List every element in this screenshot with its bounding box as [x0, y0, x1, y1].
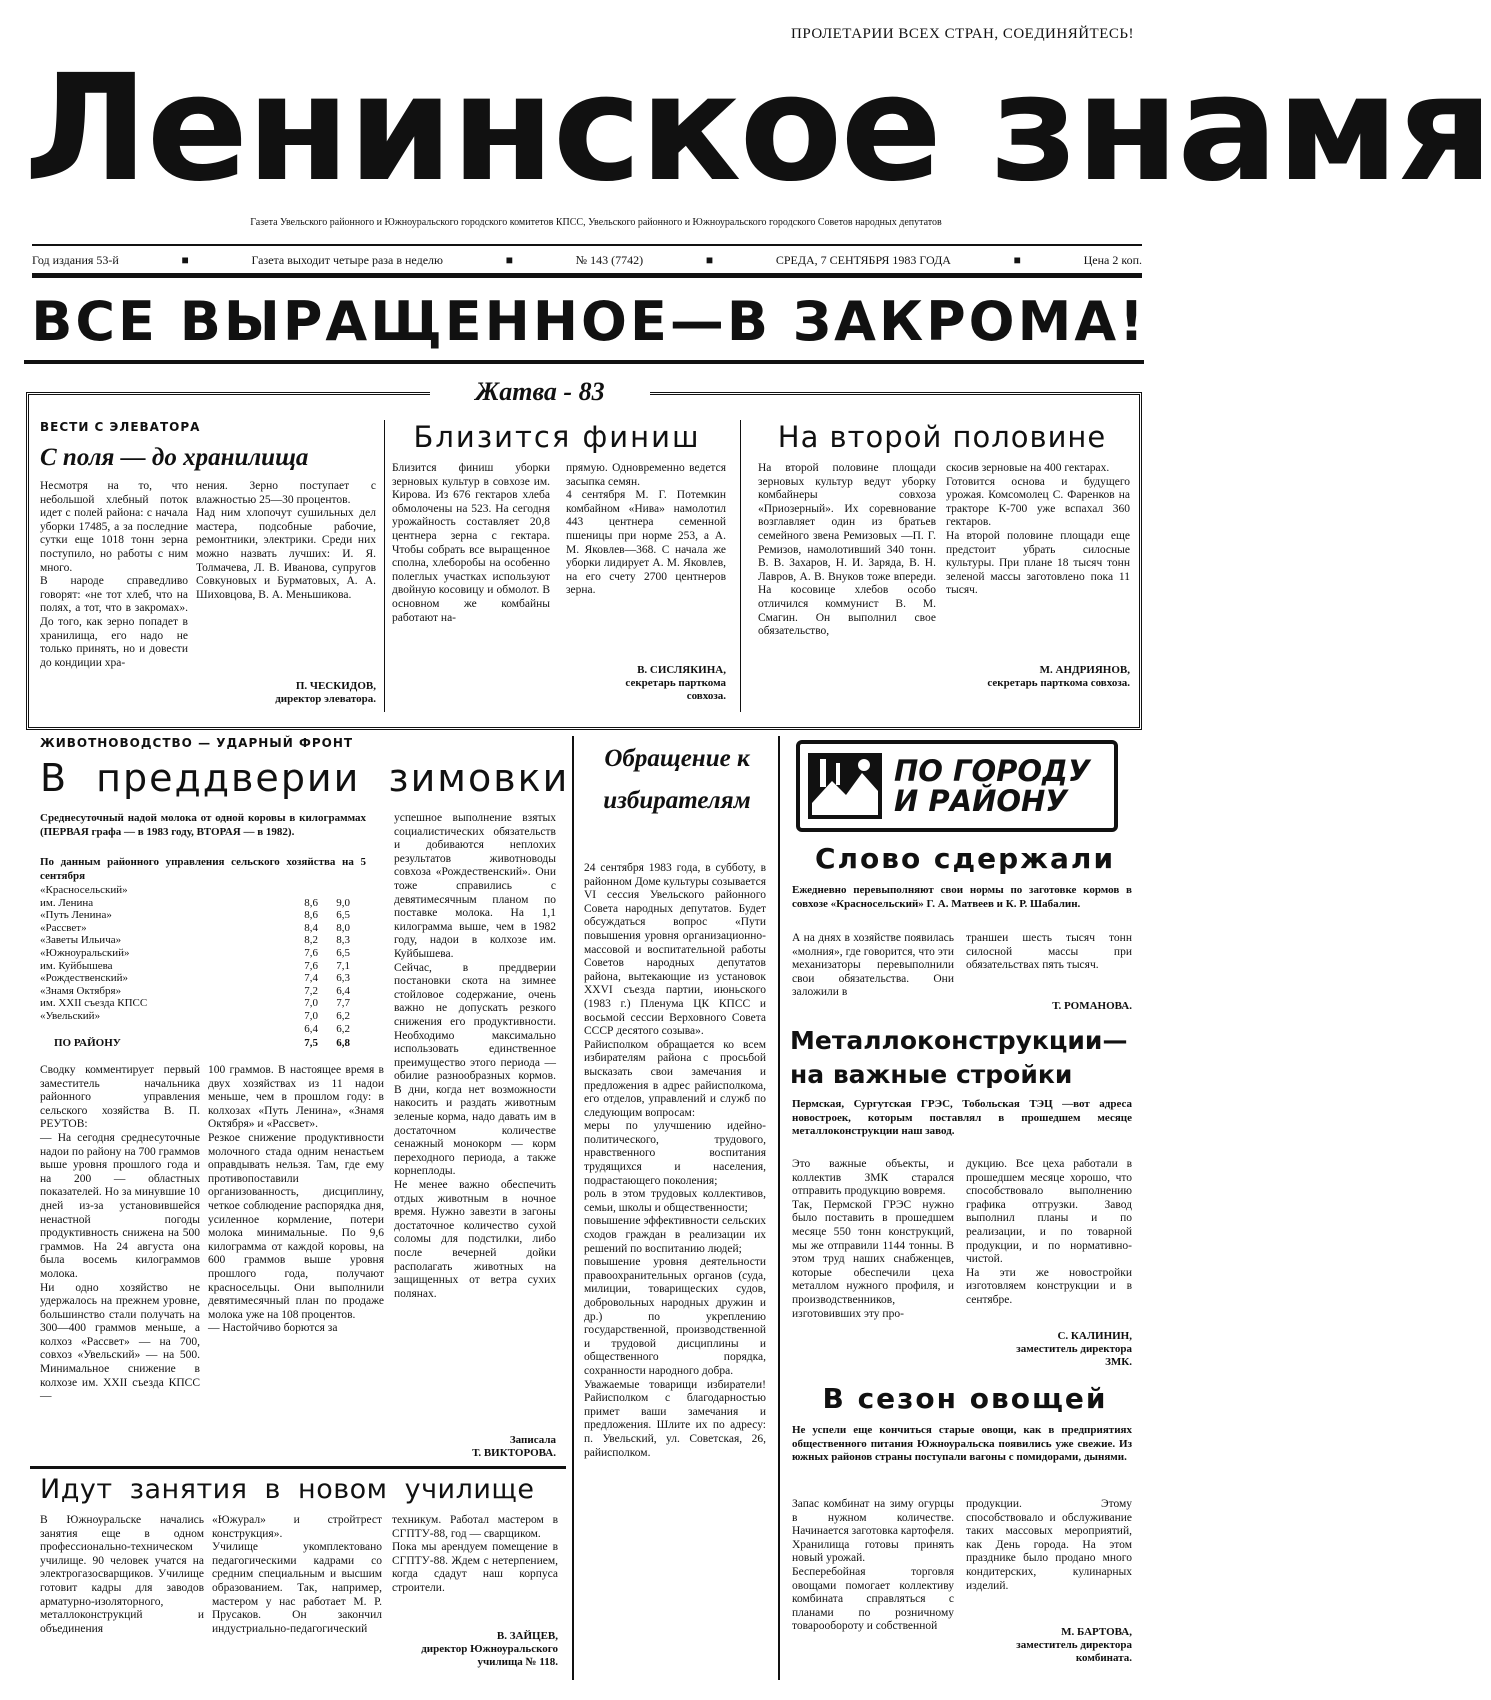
vegetables-lead: Не успели еще кончиться старые овощи, как в предприятиях общественного питания Южноуральска появились уже свежие. Из южных районов страны поступали вагоны с помидорами, дынями.: [792, 1424, 1132, 1464]
main-headline: ВСЕ ВЫРАЩЕННОЕ—В ЗАКРОМА!: [31, 290, 1147, 353]
vegetables-col1: Запас комбинат на зиму огурцы в нужном количестве. Начинается заготовка картофеля. Хранилища готовы принять новый урожай. Бесперебойная торговля овощами помогает коллективу комбината справляться с планами по розничному товарообороту и собственной: [792, 1498, 955, 1633]
kept-word-col2: траншеи шесть тысяч тонн силосной массы при обязательствах пять тысяч.: [966, 932, 1132, 972]
table-row: «Южноуральский» 7,6 6,5: [40, 946, 350, 959]
metal-lead: Пермская, Сургутская ГРЭС, Тобольская ТЭЦ —вот адреса новостроек, которым поставлял в прошедшем месяце металлоконструкции наш завод.: [792, 1098, 1132, 1138]
issue-date: СРЕДА, 7 СЕНТЯБРЯ 1983 ГОДА: [775, 253, 951, 267]
signature-livestock: Записала Т. ВИКТОРОВА.: [472, 1434, 556, 1459]
vegetables-col2: продукции. Этому способствовало и обслуживание таких массовых мероприятий, как День города. На этом празднике было продано много кондитерских, кулинарных изделий.: [966, 1498, 1132, 1592]
kept-word-lead: Ежедневно перевыполняют свои нормы по заготовке кормов в совхозе «Красносельский» Г. А. Матвеев и К. Р. Шабалин.: [792, 884, 1132, 910]
signature-vegetables: М. БАРТОВА, заместитель директора комбината.: [1016, 1626, 1132, 1664]
article-title-second-half: На второй половине: [777, 420, 1107, 454]
newspaper-title: Ленинское знамя: [24, 43, 1491, 215]
signature-second-half: М. АНДРИЯНОВ, секретарь парткома совхоза.: [987, 664, 1130, 689]
issue-number: № 143 (7742): [575, 253, 644, 267]
table-row: «Путь Ленина» 8,6 6,5: [40, 909, 350, 922]
article-finish-col2: прямую. Одновременно ведется засыпка семян. 4 сентября М. Г. Потемкин комбайном «Нива» намолотил 443 центнера семенной пшеницы при норме 253, а А. М. Яковлев—368. С начала же уборки лидирует А. М. Яковлев, на его счету 2700 центнеров зерна.: [566, 462, 726, 597]
livestock-col2: 100 граммов. В настоящее время в двух хозяйствах из 11 надои меньше, чем в прошлом году: в колхозах «Путь Ленина», «Знамя Октября» и «Рассвет». Резкое снижение продуктивности молочного стада одним ненастьем оправдывать нельзя. Там, где ему противопоставили организованность, дисциплину, четкое соблюдение распорядка дня, усиленное кормление, потери молока минимальные. По 9,6 килограмма от каждой коровы, на 600 граммов выше уровня прошлого года, получают красносельцы. Они выполнили девятимесячный план по продаже молока уже на 108 процентов. — Настойчиво борются за: [208, 1064, 384, 1335]
bullet-icon: ■: [505, 253, 513, 267]
masthead-rule: [32, 244, 1142, 246]
table-row: «Красносельский»: [40, 884, 128, 896]
publication-frequency: Газета выходит четыре раза в неделю: [251, 253, 443, 267]
rubric-livestock: ЖИВОТНОВОДСТВО — УДАРНЫЙ ФРОНТ: [40, 736, 354, 750]
table-row: «Увельский» 7,0 6,2: [40, 1009, 350, 1022]
signature-metal: С. КАЛИНИН, заместитель директора ЗМК.: [1016, 1330, 1132, 1368]
article-title-elevator: С поля — до хранилища: [40, 444, 309, 471]
milk-yield-table: [40, 884, 350, 1050]
issue-info-bar: [32, 253, 1142, 268]
landscape-icon: [806, 751, 884, 821]
livestock-lead: Среднесуточный надой молока от одной коровы в килограммах (ПЕРВАЯ графа — в 1983 году, ВТОРАЯ — в 1982).: [40, 812, 366, 838]
column-rule: [778, 736, 780, 1680]
bullet-icon: ■: [181, 253, 189, 267]
article-second-half-col1: На второй половине площади зерновых культур ведут уборку комбайнеры совхоза «Приозерный». Их соревнование возглавляет один из братьев семейного звена Ремизовых —П. Г. Ремизов, намолотивший 340 тонн. В. В. Захаров, Н. И. Заряда, В. Н. Лавров, А. В. Внуков тоже впереди. На косовице хлебов особо отличился коммунист В. М. Смагин. Он выполнил свое обязательство,: [758, 462, 936, 638]
article-finish-col1: Близится финиш уборки зерновых культур в совхозе им. Кирова. Из 676 гектаров хлеба обмолочены на 523. На сегодня урожайность составляет 20,8 центнера зерна с гектара. Чтобы собрать все выращенное сполна, хлеборобы на особенно полеглых участках используют двойную косовицу и обмолот. В основном же комбайны работают на-: [392, 462, 550, 624]
school-col3: техникум. Работал мастером в СГПТУ-88, год — сварщиком. Пока мы арендуем помещение в СГПТУ-88. Ждем с нетерпением, когда сдадут наш корпуса строители.: [392, 1514, 558, 1594]
masthead-slogan: ПРОЛЕТАРИИ ВСЕХ СТРАН, СОЕДИНЯЙТЕСЬ!: [791, 26, 1134, 42]
table-row: «Знамя Октября» 7,2 6,4: [40, 984, 350, 997]
table-row: им. Куйбышева 7,6 7,1: [40, 959, 350, 972]
kept-word-col1: А на днях в хозяйстве появилась «молния», где говорится, что эти механизаторы перевыполнили свои обязательства. Они заложили в: [792, 932, 954, 999]
city-news-logo: [796, 740, 1118, 832]
school-col2: «Южурал» и стройтрест конструкция». Училище укомплектовано педагогическими кадрами со средним специальным и высшим образованием. Так, например, мастером у нас работает М. Р. Прусаков. Он закончил индустриально-педагогический: [212, 1514, 382, 1635]
signature-elevator: П. ЧЕСКИДОВ, директор элеватора.: [275, 680, 376, 705]
signature-finish: В. СИСЛЯКИНА, секретарь парткома совхоза.: [625, 664, 726, 702]
table-row: 6,4 6,2: [304, 1022, 350, 1035]
rubric-elevator: ВЕСТИ С ЭЛЕВАТОРА: [40, 420, 201, 434]
headline-rule: [24, 360, 1144, 364]
metal-col1: Это важные объекты, и коллектив ЗМК старался отправить продукцию вовремя. Так, Пермской ГРЭС нужно было поставить в прошедшем месяце 550 тонн конструкций, мы же отправили 1144 тонны. В этом труд наших снабженцев, которые обеспечили цеха металлом нужного профиля, и производственников, изготовивших эту про-: [792, 1158, 954, 1320]
article-title-finish: Близится финиш: [413, 420, 701, 454]
table-total-row: ПО РАЙОНУ 7,5 6,8: [54, 1037, 350, 1050]
livestock-col1: Сводку комментирует первый заместитель начальника районного управления сельского хозяйства В. П. РЕУТОВ: — На сегодня среднесуточные надои по району на 700 граммов выше уровня прошлого года и на 200 — областных показателей. Но за минувшие 10 дней из-за установившейся ненастной погоды продуктивность снижена на 500 граммов. На 24 августа она была восемь килограммов молока. Ни одно хозяйство не удержалось на прежнем уровне, большинство стали получать на 300—400 граммов меньше, а колхоз «Рассвет» — на 700, совхоз «Увельский» — на 500. Минимальное снижение в колхозе им. XXII съезда КПСС —: [40, 1064, 200, 1403]
article-title-wintering: В преддверии зимовки: [40, 756, 570, 800]
article-elevator-col2: нения. Зерно поступает с влажностью 25—30 процентов. Над ним хлопочут сушильных дел мастера, подсобные рабочие, ремонтники, электрики. Среди них можно назвать лучших: И. Я. Толмачева, Л. В. Иванова, супругов Совкуновых и Бурматовых, А. А. Шиховцова, В. А. Меньшикова.: [196, 480, 376, 601]
livestock-col3: успешное выполнение взятых социалистических обязательств и добиваются неплохих результатов животноводы совхоза «Рождественский». Они тоже справились с девятимесячным планом по поставке молока. На 1,1 килограмма выше, чем в 1982 году, надои в колхозе им. Куйбышева. Сейчас, в преддверии постановки скота на зимнее стойловое содержание, очень важно не допускать резкого снижения его продуктивности. Необходимо максимально использовать единственное преимущество этого периода — обилие разнообразных кормов. В дни, когда нет возможности накосить и раздать животным зеленые корма, надо давать им в достаточном количестве сенажный монокорм — корм переходного периода, а также корнеплоды. Не менее важно обеспечить отдых животным в ночное время. Нужно завезти в загоны достаточное количество сухой соломы для подстилки, либо после вечерней дойки располагать животных на защищенных от ветра сухих полянах.: [394, 812, 556, 1300]
year-of-publication: Год издания 53-й: [32, 253, 119, 267]
issue-price: Цена 2 коп.: [1083, 253, 1142, 267]
table-row: «Рассвет» 8,4 8,0: [40, 921, 350, 934]
column-rule: [740, 420, 741, 712]
table-row: «Заветы Ильича» 8,2 8,3: [40, 934, 350, 947]
masthead-thick-rule: [32, 273, 1142, 278]
masthead: [0, 0, 1491, 290]
table-row: «Рождественский» 7,4 6,3: [40, 972, 350, 985]
table-row: им. Ленина 8,6 9,0: [40, 896, 350, 909]
signature-school: В. ЗАЙЦЕВ, директор Южноуральского училища № 118.: [421, 1630, 558, 1668]
column-rule: [572, 736, 574, 1680]
column-rule: [384, 420, 385, 712]
article-elevator-col1: Несмотря на то, что небольшой хлебный поток идет с полей района: с начала уборки 17485, а за последние сутки еще 1018 тонн зерна поступило, но работы с ним много. В народе справедливо говорят: «не тот хлеб, что на полях, а тот, что в закромах». До того, как зерно попадет в хранилища, его надо не только принять, но и довести до кондиции хра-: [40, 480, 188, 669]
article-title-metal: Металлоконструкции—на важные стройки: [790, 1026, 1128, 1089]
stats-header: По данным районного управления сельского хозяйства на 5 сентября: [40, 856, 366, 882]
signature-kept-word: Т. РОМАНОВА.: [1052, 1000, 1132, 1012]
appeal-text: 24 сентября 1983 года, в субботу, в районном Доме культуры созывается VI сессия Увельского районного Совета народных депутатов. Будет обсуждаться вопрос «Пути повышения уровня организационно-массовой и воспитательной работы Советов народных депутатов района, вытекающие из установок XXVI съезда партии, июньского (1983 г.) Пленума ЦК КПСС и восьмой сессии Верховного Совета СССР десятого созыва». Райисполком обращается ко всем избирателям района с просьбой высказать свои замечания и предложения в адрес райисполкома, его отделов, управлений и служб по следующим вопросам: меры по улучшению идейно-политического, трудового, нравственного воспитания трудящихся и населения, подрастающего поколения; роль в этом трудовых коллективов, семьи, школы и общественности; повышение эффективности сельских сходов граждан в реализации их решений по воспитанию людей; повышение уровня деятельности правоохранительных органов (суда, милиции, товарищеских судов, добровольных народных дружин и др.) по укреплению государственной, производственной и трудовой дисциплины и общественного порядка, сохранности народного добра. Уважаемые товарищи избиратели! Райисполком с благодарностью примет ваши замечания и предложения. Шлите их по адресу: п. Увельский, ул. Советская, 26, райисполком.: [584, 862, 766, 1459]
table-row: им. XXII съезда КПСС 7,0 7,7: [40, 997, 350, 1010]
article-title-vegetables: В сезон овощей: [822, 1382, 1108, 1415]
metal-col2: дукцию. Все цеха работали в прошедшем месяце хорошо, что способствовало выполнению графика отгрузки. Завод выполнил планы и по реализации, и по товарной продукции, и по нормативно-чистой. На эти же новостройки изготовляем конструкции и в сентябре.: [966, 1158, 1132, 1306]
section-rule: [30, 1466, 566, 1469]
article-title-school: Идут занятия в новом училище: [40, 1474, 535, 1505]
school-col1: В Южноуральске начались занятия еще в одном профессионально-техническом училище. 90 человек учатся на электрогазосварщиков. Училище готовит кадры для заводов арматурно-изоляторного, металлоконструкций и объединения: [40, 1514, 204, 1635]
masthead-subtitle: Газета Увельского районного и Южноуральского городского комитетов КПСС, Увельского районного и Южноуральского городского Советов народных депутатов: [250, 217, 942, 228]
article-title-appeal: Обращение к избирателям: [603, 745, 751, 814]
article-title-kept-word: Слово сдержали: [814, 842, 1116, 875]
city-news-logo-text: ПО ГОРОДУ И РАЙОНУ: [894, 754, 1091, 818]
bullet-icon: ■: [705, 253, 714, 267]
harvest-label: Жатва - 83: [475, 377, 605, 406]
bullet-icon: ■: [1013, 253, 1021, 267]
article-second-half-col2: скосив зерновые на 400 гектарах. Готовится основа и будущего урожая. Комсомолец С. Фаренков на тракторе К-700 уже вспахал 360 гектаров. На второй половине площади еще предстоит убрать силосные культуры. При плане 18 тысяч тонн зеленой массы заготовлено пока 11 тысяч.: [946, 462, 1130, 597]
